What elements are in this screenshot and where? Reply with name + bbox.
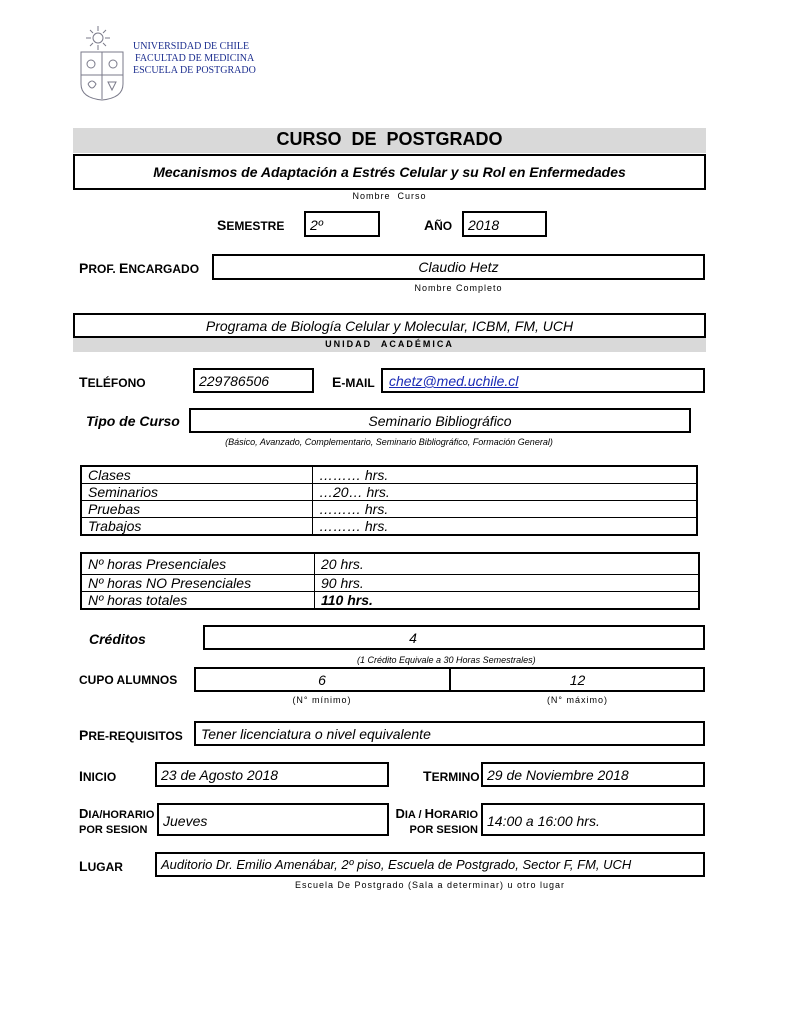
unidad-value: Programa de Biología Celular y Molecular, ICBM, FM, UCH [205, 318, 574, 334]
table-row [81, 501, 697, 518]
horas-tipo-table [80, 465, 698, 536]
table-row [81, 466, 697, 484]
prereq-label: PRE-REQUISITOS [79, 727, 183, 743]
horas-tipo-label: Pruebas [81, 501, 313, 518]
inicio-label: INICIO [79, 768, 117, 784]
horas-totales-label: Nº horas totales [81, 592, 315, 610]
cupo-min-caption: (N° mínimo) [292, 695, 352, 705]
horas-totales-value: 20 hrs. [315, 553, 700, 575]
university-seal-icon [78, 22, 128, 102]
telefono-value: 229786506 [199, 373, 270, 389]
prereq-value: Tener licenciatura o nivel equivalente [201, 726, 431, 742]
dia-horario-2-label: DIA / HORARIO POR SESION [395, 806, 478, 836]
table-row [81, 592, 699, 610]
horas-totales-value: 110 hrs. [315, 592, 700, 610]
horas-totales-value: 90 hrs. [315, 575, 700, 592]
anio-value: 2018 [468, 217, 500, 233]
horas-totales-label: Nº horas NO Presenciales [81, 575, 315, 592]
semestre-value: 2º [310, 217, 323, 233]
tipo-curso-caption: (Básico, Avanzado, Complementario, Seminario Bibliográfico, Formación General) [225, 437, 553, 447]
termino-value: 29 de Noviembre 2018 [487, 767, 629, 783]
institution-line-3: ESCUELA DE POSTGRADO [133, 65, 256, 76]
institution-line-1: UNIVERSIDAD DE CHILE [133, 41, 250, 52]
lugar-caption: Escuela De Postgrado (Sala a determinar) u otro lugar [294, 880, 566, 890]
horas-tipo-value: ……… hrs. [313, 466, 698, 484]
inicio-value: 23 de Agosto 2018 [161, 767, 279, 783]
horas-tipo-label: Clases [81, 466, 313, 484]
telefono-label: TELÉFONO [79, 374, 146, 390]
horas-totales-table [80, 552, 700, 610]
lugar-value: Auditorio Dr. Emilio Amenábar, 2º piso, Escuela de Postgrado, Sector F, FM, UCH [161, 857, 632, 872]
creditos-label: Créditos [89, 631, 146, 647]
creditos-value: 4 [409, 630, 417, 646]
dia-horario-1-label: DIA/HORARIO POR SESION [79, 806, 155, 836]
anio-label: AÑO [424, 217, 453, 233]
email-label: E-MAIL [332, 374, 375, 390]
cupo-label: CUPO ALUMNOS [79, 673, 178, 687]
cupo-max-value: 12 [569, 672, 586, 688]
tipo-curso-value: Seminario Bibliográfico [368, 413, 512, 429]
institution-lines [133, 41, 256, 77]
email-link[interactable]: chetz@med.uchile.cl [389, 373, 519, 389]
table-row [81, 518, 697, 536]
semestre-label: SEMESTRE [217, 217, 285, 233]
horas-tipo-label: Seminarios [81, 484, 313, 501]
dia-horario-2-value: 14:00 a 16:00 hrs. [487, 813, 600, 829]
course-name-caption: Nombre Curso [352, 191, 427, 201]
prof-label: PROF. ENCARGADO [79, 260, 200, 276]
prof-caption: Nombre Completo [414, 283, 503, 293]
prof-value: Claudio Hetz [418, 259, 499, 275]
table-row [81, 575, 699, 592]
horas-tipo-label: Trabajos [81, 518, 313, 536]
termino-label: TERMINO [423, 768, 480, 784]
course-name: Mecanismos de Adaptación a Estrés Celular y su Rol en Enfermedades [153, 164, 626, 180]
tipo-curso-label: Tipo de Curso [86, 413, 180, 429]
cupo-min-value: 6 [318, 672, 326, 688]
table-row [81, 484, 697, 501]
creditos-caption: (1 Crédito Equivale a 30 Horas Semestrales) [357, 655, 536, 665]
horas-totales-label: Nº horas Presenciales [81, 553, 315, 575]
dia-horario-1-value: Jueves [163, 813, 208, 829]
unidad-caption: UNIDAD ACADÉMICA [325, 339, 454, 349]
institution-line-2: FACULTAD DE MEDICINA [135, 53, 255, 64]
horas-tipo-value: ……… hrs. [313, 501, 698, 518]
page-title: CURSO DE POSTGRADO [276, 129, 503, 149]
table-row [81, 553, 699, 575]
cupo-max-caption: (N° máximo) [546, 695, 609, 705]
lugar-label: LUGAR [79, 858, 123, 874]
horas-tipo-value: ……… hrs. [313, 518, 698, 536]
horas-tipo-value: …20… hrs. [313, 484, 698, 501]
